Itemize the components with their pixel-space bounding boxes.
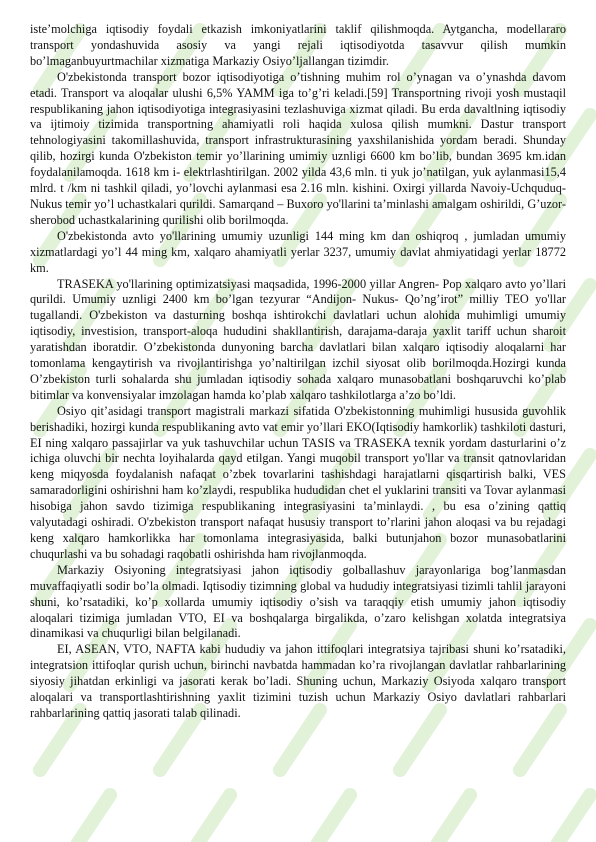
watermark-stroke xyxy=(310,795,350,842)
paragraph-2: O'zbekistonda transport bozor iqtisodiyotiga o’tishning muhim rol o’ynagan va o’ynashda davom etadi. Transport va aloqalar ulushi 6,5% YAMM iga to’g’ri keladi.[59] Transportning rivoji yosh mustaqil respublikaning jahon iqtisodiyotiga integrasiyasini tezlashuviga xizmat qiladi. Bu erda davaltlning iqtisodiy va ijtimoiy tizimida transportning ahamiyatli roli haqida xulosa qilish mumkni. Dastur transport tehnologiyasini takomillashuvida, transport infrastrukturasining yaxshilanishida yordam beradi. Shunday qilib, hozirgi kunda O'zbekiston temir yo’llarining umimiy uznligi 6600 km bo’lib, bundan 3695 km.idan foydalanilamoqda. 1618 km i- elektrlashtirilgan. 2002 yilda 43,6 mln. ti yuk jo’natilgan, yuk aylanmasi15,4 mlrd. t /km ni tashkil qiladi, yo’lovchi aylanmasi esa 2.16 mln. kishini. Oxirgi yillarda Navoiy-Uchquduq-Nukus temir yo’l uchastkalari qurildi. Samarqand – Buxoro yo'llarini ta’minlashi amalgam oshirildi, G’uzor-sherobod uchastkalarining qurilishi olib borilmoqda. xyxy=(30,69,566,227)
watermark-stroke xyxy=(550,795,590,842)
paragraph-1: iste’molchiga iqtisodiy foydali etkazish imkoniyatlarini taklif qilishmoqda. Aytgancha, modellararo transport yondashuvida asosiy va yangi rejali iqtisodiyotda tasavvur qilish mumkin bo’lmaganbuyurtmachilar xizmatiga Markaziy Osiyo’ljallangan tizimdir. xyxy=(30,22,566,68)
watermark-stroke xyxy=(430,795,470,842)
paragraph-5: Osiyo qit’asidagi transport magistrali markazi sifatida O'zbekistonning muhimligi hususida guvohlik berishadiki, hozirgi kunda respublikaning avto vat emir yo’llari EKO(Iqtisodiy hamkorlik) tashkiloti dasturi, EI ning xalqaro passajirlar va yuk tashuvchilar uchun TASIS va TRASEKA texnik yordam dasturlarini o’z ichiga oluvchi bir nechta loyihalarda qayd etilgan. Yangi muqobil transport yo'llar va transit qatnovlaridan keng miqyosda foydalanish nafaqat o’zbek tovarlarini tashishdagi harajatlarni qisqartirish balki, VES samaradorligini oshirishni ham ko’zlaydi, respublika hududidan chet el yuklarini transiti va Tovar aylanmasi hisobiga jahon savdo tizimiga respublikaning integrasiyasini ta’minlaydi. , bu esa o’zining qattiq valyutadagi oshiradi. O'zbekiston transport nafaqat hususiy transport to’rlarini jahon aloqasi va bu rejadagi keng xalqaro hamkorlikka har tomonlama integrasiyasida, balki butunjahon bozor munasobatlarini chuqurlashi va bu sohadagi raqobatli oshirishda ham rivojlanmoqda. xyxy=(30,403,566,561)
paragraph-7: EI, ASEAN, VTO, NAFTA kabi hududiy va jahon ittifoqlari integratsiya tajribasi shuni ko’rsatadiki, integratsion ittifoqlar qurish uchun, birinchi navbatda hammadan ko’ra rivojlangan davlatlar rahbarlarining siyosiy jihatdan erkinligi va jasorati kerak bo’ladi. Shuning uchun, Markaziy Osiyoda xalqaro transport aloqalari va transportlashtirishning yaxlit tizimini tuzish uchun Markaziy Osiyo davlatlari rahbarlari rahbarlarining qattiq jasorati talab qilinadi. xyxy=(30,642,566,720)
paragraph-3: O'zbekistonda avto yo'llarining umumiy uzunligi 144 ming km dan oshiqroq , jumladan umumiy xizmatlardagi yo’l 44 ming km, xalqaro ahamiyatli yerlar 3237, umumiy davlat ahmiyatidagi yerlar 18772 km. xyxy=(30,228,566,275)
paragraph-6: Markaziy Osiyoning integratsiyasi jahon iqtisodiy golballashuv jarayonlariga bog’lanmasdan muvaffaqiyatli sodir bo’la olmadi. Iqtisodiy tizimning global va hududiy integratsiyasi tizimli tahlil jarayoni shuni, ko’rsatadiki, ko’p xollarda umumiy iqtisodiy o’sish va taraqqiy etish umumiy jahon iqtisodiy aloqalari tizimiga jumladan VTO, EI va boshqalarga birgalikda, o’zaro kelishgan xolatda integratsiya dinamikasi va chuqurligi bilan belgilanadi. xyxy=(30,562,566,641)
watermark-stroke xyxy=(190,795,230,842)
watermark-stroke xyxy=(70,795,110,842)
document-page xyxy=(30,22,566,722)
paragraph-4: TRASEKA yo'llarining optimizatsiyasi maqsadida, 1996-2000 yillar Angren- Pop xalqaro avto yo’llari qurildi. Umumiy uznligi 2400 km bo’lgan tezyurar “Andijon- Nukus- Qo’ng’irot” milliy TEO yo'llar tugallandi. O'zbekiston va dasturning boshqa ishtirokchi davlatlari uchun alohida muhimligi umumiy iqtisodiy, investision, transport-aloqa hududini shakllantirish, darajama-daraja yaxlit tariff uchun sharoit yaratishdan iboratdir. O’zbekistonda dunyoning barcha davlatlari bilan xalqaro iqtisodiy aloqalarni har tomonlama kengaytirish va rivojlantirishga yo’naltirilgan izchil siyosat olib borilmoqda.Hozirgi kunda O’zbekiston turli sohalarda shu jumladan iqtisodiy sohada xalqaro munasobatlani boshqaruvchi ko’plab bitimlar va konvensiyalar imzolagan hamda ko’plab xalqaro tashkilotlarga a’zo bo’ldi. xyxy=(30,276,566,402)
